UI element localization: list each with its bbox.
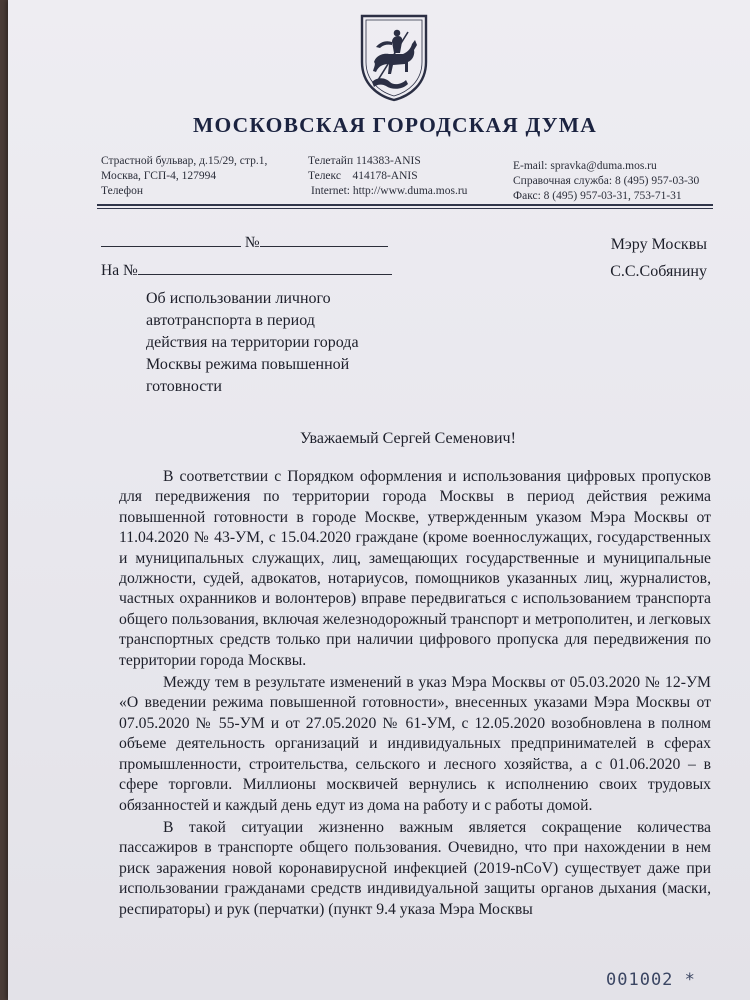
telex-block <box>308 154 467 199</box>
letter-body <box>119 467 711 922</box>
recipient-name: С.С.Собянину <box>610 263 707 280</box>
contact-line: Факс: 8 (495) 957-03-31, 753-71-31 <box>513 190 682 202</box>
salutation: Уважаемый Сергей Семенович! <box>300 430 516 447</box>
number-blank <box>260 234 388 247</box>
reply-number-blank <box>138 262 392 275</box>
letter-subject: Об использовании личного автотранспорта в период действия на территории города Москвы режима повышенной готовности <box>146 290 359 395</box>
outgoing-number-line <box>101 234 388 252</box>
header-divider-thin <box>97 208 713 209</box>
contact-line: E-mail: spravka@duma.mos.ru <box>513 160 657 172</box>
date-blank <box>101 234 241 247</box>
body-paragraph: В соответствии с Порядком оформления и использования цифровых пропусков для передвижения по территории города Москвы в период действия режима повышенной готовности в городе Москве, утвержденным указом Мэра Москвы от 11.04.2020 № 43-УМ, с 15.04.2020 граждане (кроме военнослужащих, государственных и муниципальных служащих, лиц, замещающих государственные и муниципальные должности, судей, адвокатов, нотариусов, помощников указанных лиц, журналистов, частных охранников и волонтеров) вправе передвигаться с использованием транспорта общего пользования, включая железнодорожный транспорт и метрополитен, и легковых транспортных средств только при наличии цифрового пропуска для передвижения по территории города Москвы. <box>119 468 711 669</box>
header-divider-thick <box>97 204 713 206</box>
address-line: Страстной бульвар, д.15/29, стр.1, <box>101 155 268 167</box>
recipient-title: Мэру Москвы <box>610 236 707 253</box>
contact-line: Справочная служба: 8 (495) 957-03-30 <box>513 175 700 187</box>
telex-line: Телетайп 114383-ANIS <box>308 155 421 167</box>
contact-block <box>513 159 699 204</box>
telex-line: Internet: http://www.duma.mos.ru <box>311 185 468 197</box>
address-line: Москва, ГСП-4, 127994 <box>101 170 217 182</box>
address-line: Телефон <box>101 185 144 197</box>
body-paragraph: В такой ситуации жизненно важным является сокращение количества пассажиров в транспорте общего пользования. Очевидно, что при нахождении в нем риск заражения новой коронавирусной инфекцией (2019-nCoV) существует даже при использовании гражданами средств индивидуальной защиты органов дыхания (маски, респираторы) и рук (перчатки) (пункт 9.4 указа Мэра Москвы <box>119 818 711 918</box>
document-serial-number: 001002 * <box>606 970 696 990</box>
telex-line: Телекс 414178-ANIS <box>308 170 418 182</box>
body-paragraph: Между тем в результате изменений в указ Мэра Москвы от 05.03.2020 № 12-УМ «О введении режима повышенной готовности», внесенных указами Мэра Москвы от 07.05.2020 № 55-УМ и от 27.05.2020 № 61-УМ, с 12.05.2020 возобновлена в полном объеме деятельность организаций и индивидуальных предпринимателей в сферах промышленности, строительства, сельского и лесного хозяйства, а с 01.06.2020 – в сфере торговли. Миллионы москвичей вернулись к исполнению своих трудовых обязанностей и каждый день едут из дома на работу и с работы домой. <box>119 674 711 814</box>
org-title: МОСКОВСКАЯ ГОРОДСКАЯ ДУМА <box>193 113 597 137</box>
reply-to-label: На № <box>101 262 138 279</box>
moscow-coat-of-arms-icon <box>356 12 432 102</box>
number-sign: № <box>244 234 260 251</box>
address-block <box>101 154 267 199</box>
reply-reference-line <box>101 262 392 280</box>
